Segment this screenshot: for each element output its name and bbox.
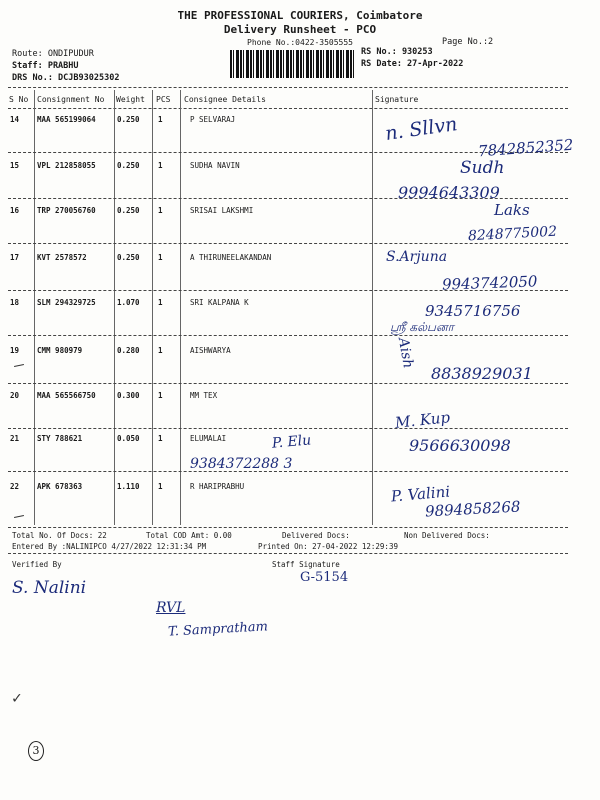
row-consignee: R HARIPRABHU — [190, 482, 245, 491]
phone-19: 8838929031 — [431, 364, 533, 383]
row-pcs: 1 — [158, 482, 163, 491]
row-pcs: 1 — [158, 253, 163, 262]
printed-on: Printed On: 27-04-2022 12:29:39 — [258, 542, 398, 551]
entered-by: Entered By :NALINIPCO 4/27/2022 12:31:34 PM — [12, 542, 207, 551]
row-consignee: AISHWARYA — [190, 346, 231, 355]
company-name: THE PROFESSIONAL COURIERS, Coimbatore — [177, 9, 423, 22]
row-weight: 1.110 — [117, 482, 140, 491]
signature-15: Sudh — [460, 158, 505, 178]
margin-mark — [14, 515, 24, 518]
verified-by: Verified By — [12, 560, 62, 569]
row-sno: 21 — [10, 434, 20, 443]
row-consignment: VPL 212858055 — [37, 161, 96, 170]
page-number: Page No.:2 — [442, 37, 494, 47]
row-consignee: A THIRUNEELAKANDAN — [190, 253, 272, 262]
phone-18: 9345716756 — [425, 302, 521, 320]
row-sno: 16 — [10, 206, 20, 215]
row-pcs: 1 — [158, 161, 163, 170]
signature-21: P. Elu — [271, 432, 312, 452]
staff: Staff: PRABHU — [12, 61, 79, 71]
row-consignment: MAA 565566750 — [37, 391, 96, 400]
row-pcs: 1 — [158, 434, 163, 443]
row-weight: 0.250 — [117, 253, 140, 262]
staff-signature: G-5154 — [300, 570, 349, 585]
row-consignee: ELUMALAI — [190, 434, 227, 443]
row-weight: 1.070 — [117, 298, 140, 307]
row-pcs: 1 — [158, 115, 163, 124]
col-pcs: PCS — [156, 95, 171, 104]
row-pcs: 1 — [158, 298, 163, 307]
row-weight: 0.300 — [117, 391, 140, 400]
column-line — [34, 90, 35, 525]
col-sno: S No — [9, 95, 29, 104]
row-consignment: STY 788621 — [37, 434, 83, 443]
margin-mark — [14, 364, 24, 367]
row-consignee: SUDHA NAVIN — [190, 161, 240, 170]
row-pcs: 1 — [158, 346, 163, 355]
row-consignment: MAA 565199064 — [37, 115, 96, 124]
phone-21-b: 9566630098 — [409, 436, 511, 455]
row-consignee: MM TEX — [190, 391, 218, 400]
route: Route: ONDIPUDUR — [12, 49, 94, 59]
row-consignee: P SELVARAJ — [190, 115, 236, 124]
row-weight: 0.250 — [117, 161, 140, 170]
delivered-docs: Delivered Docs: — [282, 531, 350, 540]
col-weight: Weight — [116, 95, 145, 104]
col-consignee: Consignee Details — [184, 95, 266, 104]
row-divider — [8, 335, 568, 336]
phone-21-a: 9384372288 3 — [190, 456, 293, 472]
verified-signature: S. Nalini — [12, 578, 87, 598]
row-weight: 0.250 — [117, 115, 140, 124]
divider — [8, 108, 568, 109]
signature-22: P. Valini — [390, 482, 451, 506]
row-weight: 0.050 — [117, 434, 140, 443]
phone-22: 9894858268 — [424, 497, 521, 521]
divider — [8, 553, 568, 554]
row-pcs: 1 — [158, 206, 163, 215]
row-sno: 18 — [10, 298, 20, 307]
row-pcs: 1 — [158, 391, 163, 400]
signature-18: ஸ்ரீ கல்பனா — [390, 320, 454, 334]
row-consignment: KVT 2578572 — [37, 253, 87, 262]
phone-17: 9943742050 — [441, 272, 538, 294]
row-consignment: SLM 294329725 — [37, 298, 96, 307]
row-sno: 22 — [10, 482, 20, 491]
rs-date: RS Date: 27-Apr-2022 — [361, 59, 464, 69]
drs-number: DRS No.: DCJB93025302 — [12, 73, 120, 83]
non-delivered-docs: Non Delivered Docs: — [404, 531, 490, 540]
row-consignment: TRP 270056760 — [37, 206, 96, 215]
row-sno: 20 — [10, 391, 20, 400]
phone-number: Phone No.:0422-3505555 — [247, 38, 353, 47]
column-line — [114, 90, 115, 525]
row-divider — [8, 383, 568, 384]
signature-17: S.Arjuna — [386, 249, 448, 265]
phone-14: 7842852352 — [477, 135, 574, 161]
row-weight: 0.250 — [117, 206, 140, 215]
row-consignment: CMM 980979 — [37, 346, 83, 355]
total-docs: Total No. Of Docs: 22 — [12, 531, 107, 540]
row-sno: 15 — [10, 161, 20, 170]
column-line — [372, 90, 373, 525]
col-consignment: Consignment No — [37, 95, 105, 104]
col-signature: Signature — [375, 95, 419, 104]
total-cod: Total COD Amt: 0.00 — [146, 531, 232, 540]
phone-15: 9994643309 — [398, 183, 500, 202]
row-consignee: SRI KALPANA K — [190, 298, 249, 307]
initials-signature: RVL — [156, 600, 186, 616]
signature-19: Aish — [394, 336, 416, 370]
signature-20: M. Kup — [394, 408, 451, 432]
signature-14: n. Sllvn — [383, 113, 459, 145]
check-mark-icon: ✓ — [12, 688, 22, 707]
document-title: Delivery Runsheet - PCO — [223, 23, 377, 36]
barcode — [230, 50, 356, 78]
rs-number: RS No.: 930253 — [361, 47, 433, 57]
row-consignment: APK 678363 — [37, 482, 83, 491]
divider — [8, 527, 568, 528]
row-weight: 0.280 — [117, 346, 140, 355]
divider — [8, 87, 568, 88]
staff-signature-label: Staff Signature — [272, 560, 340, 569]
column-line — [180, 90, 181, 525]
page-circle: 3 — [28, 741, 44, 761]
phone-16: 8248775002 — [467, 223, 558, 245]
bottom-signature: T. Sampratham — [167, 619, 269, 640]
row-sno: 19 — [10, 346, 20, 355]
row-sno: 14 — [10, 115, 20, 124]
row-sno: 17 — [10, 253, 20, 262]
signature-16: Laks — [494, 201, 530, 219]
row-divider — [8, 428, 568, 429]
column-line — [152, 90, 153, 525]
row-consignee: SRISAI LAKSHMI — [190, 206, 254, 215]
